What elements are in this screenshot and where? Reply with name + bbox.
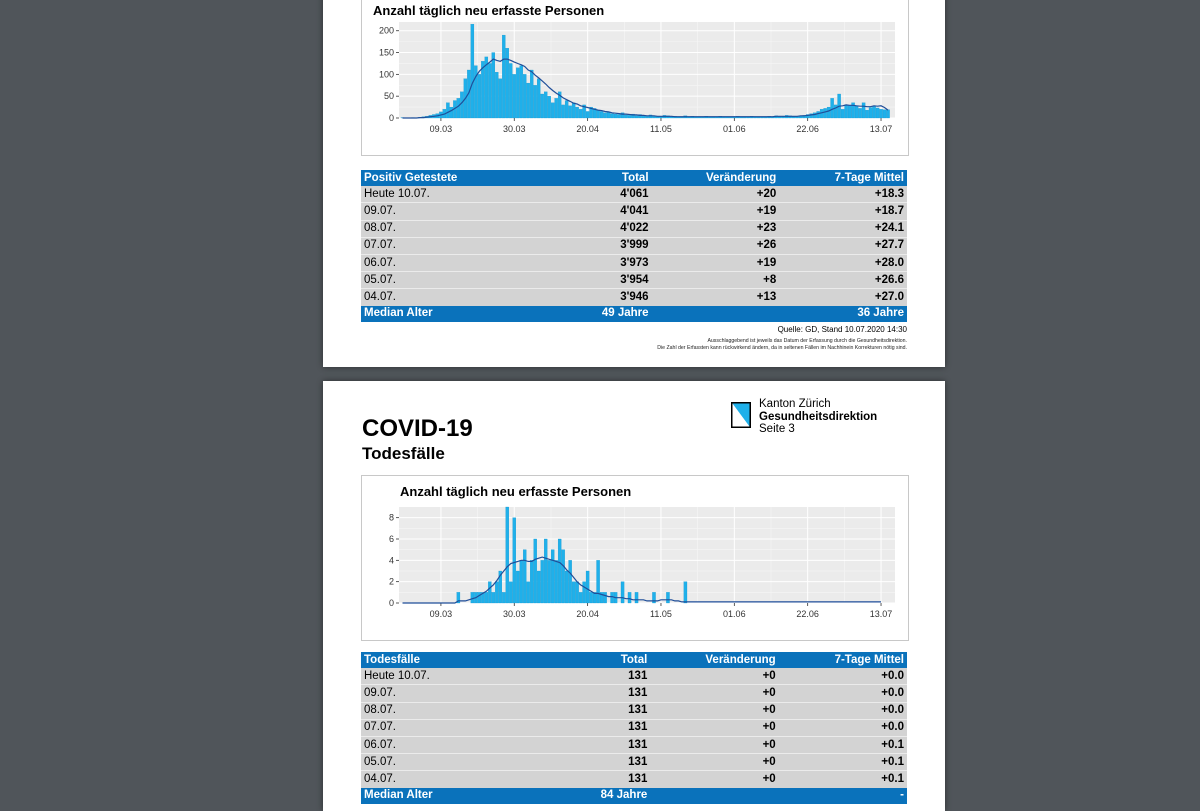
bar xyxy=(565,101,568,118)
page-subtitle: Todesfälle xyxy=(362,444,445,464)
table-header-cell: Todesfälle xyxy=(361,652,538,668)
table-header-cell: Total xyxy=(538,652,650,668)
bar xyxy=(604,592,607,603)
footnote-line: Ausschlaggebend ist jeweils das Datum der Erfassung durch die Gesundheitsdirektion. xyxy=(657,338,907,345)
bar xyxy=(883,110,886,118)
bar xyxy=(562,550,565,603)
deaths-table-header xyxy=(361,652,907,668)
bar xyxy=(516,571,519,603)
row-change: +0 xyxy=(650,685,778,702)
x-tick-label: 22.06 xyxy=(796,609,819,619)
table-header-cell: Veränderung xyxy=(652,170,780,186)
row-avg: +28.0 xyxy=(779,254,907,271)
cases-table xyxy=(361,170,907,322)
row-change: +20 xyxy=(652,186,780,203)
bar xyxy=(541,560,544,603)
report-page-3 xyxy=(323,381,945,811)
bar xyxy=(869,108,872,118)
row-change: +0 xyxy=(650,754,778,771)
bar xyxy=(541,94,544,118)
row-change: +0 xyxy=(650,668,778,685)
bar xyxy=(523,550,526,603)
bar xyxy=(645,116,648,118)
x-tick-label: 01.06 xyxy=(723,124,746,134)
bar xyxy=(562,105,565,118)
y-tick-label: 200 xyxy=(379,26,394,36)
page-number: Seite 3 xyxy=(759,423,877,436)
row-total: 131 xyxy=(538,668,650,685)
bar xyxy=(872,106,875,118)
row-change: +26 xyxy=(652,237,780,254)
bar xyxy=(865,110,868,118)
organization-block xyxy=(759,398,877,436)
bar xyxy=(600,111,603,118)
table-row xyxy=(361,186,907,203)
row-avg: +27.0 xyxy=(779,289,907,306)
x-tick-label: 13.07 xyxy=(870,609,893,619)
row-avg: +24.1 xyxy=(779,220,907,237)
bar xyxy=(534,539,537,603)
bar xyxy=(597,110,600,118)
bar xyxy=(492,53,495,118)
row-date: 04.07. xyxy=(361,289,540,306)
median-age-label: Median Alter xyxy=(361,306,540,322)
bar xyxy=(635,116,638,118)
y-tick-label: 150 xyxy=(379,48,394,58)
bar xyxy=(879,109,882,118)
bar xyxy=(509,63,512,118)
bar xyxy=(499,79,502,118)
row-date: 08.07. xyxy=(361,220,540,237)
table-header-cell: Positiv Getestete xyxy=(361,170,540,186)
bar xyxy=(855,106,858,118)
bar xyxy=(576,107,579,118)
x-tick-label: 11.05 xyxy=(650,609,672,619)
row-total: 3'954 xyxy=(540,272,652,289)
bar xyxy=(544,92,547,118)
x-tick-label: 20.04 xyxy=(576,124,599,134)
row-total: 131 xyxy=(538,685,650,702)
table-row xyxy=(361,754,907,771)
row-total: 4'041 xyxy=(540,203,652,220)
bar xyxy=(590,592,593,603)
canton-zurich-logo-icon xyxy=(731,402,751,428)
bar xyxy=(446,103,449,118)
x-tick-label: 30.03 xyxy=(503,124,526,134)
row-date: 04.07. xyxy=(361,771,538,788)
bar xyxy=(579,592,582,603)
row-date: 05.07. xyxy=(361,754,538,771)
bar xyxy=(509,582,512,603)
bar xyxy=(544,539,547,603)
bar xyxy=(523,74,526,118)
median-age-change xyxy=(650,788,778,804)
row-total: 131 xyxy=(538,719,650,736)
bar xyxy=(534,85,537,118)
median-age-total: 49 Jahre xyxy=(540,306,652,322)
table-row xyxy=(361,719,907,736)
bar xyxy=(457,98,460,118)
bar xyxy=(471,592,474,603)
row-change: +19 xyxy=(652,203,780,220)
bar xyxy=(813,113,816,118)
row-change: +0 xyxy=(650,736,778,753)
bar xyxy=(841,109,844,118)
row-date: 08.07. xyxy=(361,702,538,719)
y-tick-label: 8 xyxy=(389,513,394,523)
bar xyxy=(551,103,554,118)
row-date: 07.07. xyxy=(361,719,538,736)
row-avg: +0.0 xyxy=(779,668,907,685)
table-header-cell: 7-Tage Mittel xyxy=(779,170,907,186)
row-date: 06.07. xyxy=(361,736,538,753)
org-department: Gesundheitsdirektion xyxy=(759,411,877,424)
source-note: Quelle: GD, Stand 10.07.2020 14:30 xyxy=(778,325,907,334)
row-date: 09.07. xyxy=(361,685,538,702)
row-total: 4'022 xyxy=(540,220,652,237)
table-header-cell: Total xyxy=(540,170,652,186)
median-age-avg: 36 Jahre xyxy=(779,306,907,322)
bar xyxy=(817,111,820,118)
bar xyxy=(537,571,540,603)
bar xyxy=(555,560,558,603)
x-tick-label: 22.06 xyxy=(796,124,819,134)
row-avg: +18.3 xyxy=(779,186,907,203)
bar xyxy=(488,63,491,118)
bar xyxy=(520,560,523,603)
bar xyxy=(450,107,453,118)
bar xyxy=(495,72,498,118)
bar xyxy=(548,560,551,603)
bar xyxy=(551,550,554,603)
row-change: +0 xyxy=(650,771,778,788)
table-row xyxy=(361,254,907,271)
row-date: Heute 10.07. xyxy=(361,186,540,203)
y-tick-label: 0 xyxy=(389,113,394,123)
plot-background xyxy=(399,507,895,603)
table-row xyxy=(361,702,907,719)
median-age-label: Median Alter xyxy=(361,788,538,804)
median-age-change xyxy=(652,306,780,322)
bar xyxy=(621,582,624,603)
bar xyxy=(586,571,589,603)
org-canton: Kanton Zürich xyxy=(759,398,877,411)
bar xyxy=(495,582,498,603)
table-row xyxy=(361,771,907,788)
table-row xyxy=(361,668,907,685)
bar xyxy=(502,35,505,118)
x-tick-label: 09.03 xyxy=(430,124,453,134)
deaths-chart xyxy=(361,503,907,633)
bar xyxy=(478,74,481,118)
bar xyxy=(502,592,505,603)
bar xyxy=(586,111,589,118)
table-row xyxy=(361,237,907,254)
row-avg: +0.1 xyxy=(779,736,907,753)
row-avg: +27.7 xyxy=(779,237,907,254)
row-date: 09.07. xyxy=(361,203,540,220)
bar xyxy=(478,592,481,603)
bar xyxy=(876,108,879,118)
bar xyxy=(460,92,463,118)
table-row xyxy=(361,736,907,753)
bar xyxy=(527,582,530,603)
page-title: COVID-19 xyxy=(362,415,473,443)
table-row xyxy=(361,289,907,306)
bar xyxy=(471,24,474,118)
cases-chart xyxy=(361,18,907,148)
y-tick-label: 0 xyxy=(389,598,394,608)
bar xyxy=(569,560,572,603)
bar xyxy=(527,83,530,118)
row-avg: +0.0 xyxy=(779,702,907,719)
x-tick-label: 13.07 xyxy=(870,124,893,134)
bar xyxy=(537,79,540,118)
row-avg: +0.1 xyxy=(779,754,907,771)
footnote-line: Die Zahl der Erfassten kann rückwirkend ändern, da in seltenen Fällen im Nachhinein Korrekturen nötig sind. xyxy=(657,345,907,352)
row-total: 3'999 xyxy=(540,237,652,254)
row-total: 131 xyxy=(538,702,650,719)
row-change: +0 xyxy=(650,702,778,719)
bar xyxy=(572,103,575,118)
bar xyxy=(824,108,827,118)
row-avg: +0.0 xyxy=(779,685,907,702)
cases-table-header xyxy=(361,170,907,186)
bar xyxy=(827,107,830,118)
bar xyxy=(565,571,568,603)
footnote xyxy=(657,338,907,352)
bar xyxy=(610,114,613,118)
bar xyxy=(548,96,551,118)
row-total: 3'946 xyxy=(540,289,652,306)
bar xyxy=(624,115,627,118)
y-tick-label: 4 xyxy=(389,555,394,565)
table-row xyxy=(361,203,907,220)
row-date: 06.07. xyxy=(361,254,540,271)
bar xyxy=(583,582,586,603)
row-change: +13 xyxy=(652,289,780,306)
bar xyxy=(886,110,889,118)
bar xyxy=(520,66,523,118)
row-avg: +18.7 xyxy=(779,203,907,220)
bar xyxy=(614,114,617,118)
bar xyxy=(555,98,558,118)
row-avg: +0.0 xyxy=(779,719,907,736)
bar xyxy=(513,74,516,118)
row-total: 131 xyxy=(538,771,650,788)
y-tick-label: 100 xyxy=(379,69,394,79)
median-age-total: 84 Jahre xyxy=(538,788,650,804)
x-tick-label: 11.05 xyxy=(650,124,672,134)
row-change: +19 xyxy=(652,254,780,271)
bar xyxy=(513,518,516,603)
y-tick-label: 50 xyxy=(384,91,394,101)
row-date: 05.07. xyxy=(361,272,540,289)
cases-chart-title: Anzahl täglich neu erfasste Personen xyxy=(373,3,604,18)
y-tick-label: 6 xyxy=(389,534,394,544)
bar xyxy=(572,582,575,603)
table-row xyxy=(361,220,907,237)
row-total: 3'973 xyxy=(540,254,652,271)
table-row xyxy=(361,272,907,289)
x-tick-label: 01.06 xyxy=(723,609,746,619)
bar xyxy=(831,98,834,118)
bar xyxy=(628,115,631,118)
deaths-table-footer xyxy=(361,788,907,804)
table-header-cell: 7-Tage Mittel xyxy=(779,652,907,668)
bar xyxy=(848,106,851,118)
row-change: +0 xyxy=(650,719,778,736)
bar xyxy=(607,112,610,118)
bar xyxy=(481,61,484,118)
x-tick-label: 30.03 xyxy=(503,609,526,619)
bar xyxy=(858,108,861,118)
bar xyxy=(488,582,491,603)
bar xyxy=(569,106,572,118)
row-total: 4'061 xyxy=(540,186,652,203)
bar xyxy=(506,507,509,603)
deaths-table xyxy=(361,652,907,804)
bar xyxy=(628,592,631,603)
bar xyxy=(845,105,848,118)
bar xyxy=(579,109,582,118)
bar xyxy=(558,539,561,603)
bar xyxy=(862,103,865,118)
row-change: +23 xyxy=(652,220,780,237)
row-change: +8 xyxy=(652,272,780,289)
bar xyxy=(474,66,477,118)
bar xyxy=(617,115,620,118)
x-tick-label: 09.03 xyxy=(430,609,453,619)
cases-table-footer xyxy=(361,306,907,322)
row-avg: +26.6 xyxy=(779,272,907,289)
bar xyxy=(635,592,638,603)
row-date: Heute 10.07. xyxy=(361,668,538,685)
bar xyxy=(604,113,607,118)
bar xyxy=(597,560,600,603)
bar xyxy=(666,592,669,603)
bar xyxy=(530,560,533,603)
x-tick-label: 20.04 xyxy=(576,609,599,619)
median-age-avg: - xyxy=(779,788,907,804)
row-date: 07.07. xyxy=(361,237,540,254)
row-total: 131 xyxy=(538,754,650,771)
report-page-2 xyxy=(323,0,945,367)
row-avg: +0.1 xyxy=(779,771,907,788)
bar xyxy=(492,592,495,603)
bar xyxy=(610,592,613,603)
bar xyxy=(684,582,687,603)
table-header-cell: Veränderung xyxy=(650,652,778,668)
bar xyxy=(485,592,488,603)
y-tick-label: 2 xyxy=(389,577,394,587)
bar xyxy=(516,68,519,118)
row-total: 131 xyxy=(538,736,650,753)
table-row xyxy=(361,685,907,702)
deaths-chart-title: Anzahl täglich neu erfasste Personen xyxy=(400,484,631,499)
bar xyxy=(530,70,533,118)
bar xyxy=(576,582,579,603)
